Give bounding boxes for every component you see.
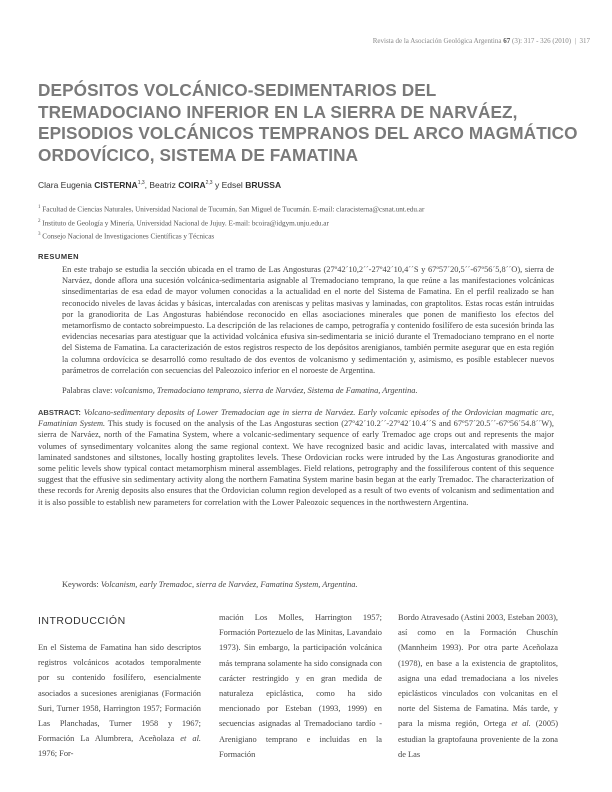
keywords bbox=[62, 580, 562, 589]
author-2: Beatriz COIRA$^{2,3}$ bbox=[149, 180, 213, 190]
author-list: Clara Eugenia CISTERNA$^{1,3}$, Beatriz COIRA$^{2,3}$ y Edsel BRUSSA bbox=[38, 180, 282, 190]
page-number: 317 bbox=[579, 37, 590, 45]
affiliations bbox=[38, 202, 578, 243]
journal-name: Revista de la Asociación Geológica Argentina bbox=[372, 37, 502, 45]
body-column-3: Bordo Atravesado (Astini 2003, Esteban 2003), así como en la Formación Chuschín (Mannheim 1993). Por otra parte Aceñolaza (1978), en base a la existencia de graptolitos, asigna una edad tremadociana a los niveles epiclásticos vinculados con volcanitas en el norte del Sistema de Famatina. Más tarde, y para la misma región, Ortega et al. (2005) estudian la graptofauna proveniente de la zona de Las bbox=[398, 613, 559, 759]
affiliation-1: $^1$ Facultad de Ciencias Naturales, Universidad Nacional de Tucumán, San Miguel de Tucumán. E-mail: claracisterna@csnat.unt.edu.ar bbox=[38, 205, 425, 214]
abstract-label: ABSTRACT: bbox=[38, 408, 81, 417]
palabras-clave bbox=[62, 386, 562, 395]
keywords-label: Keywords: bbox=[62, 580, 99, 589]
body-column-1: En el Sistema de Famatina han sido descriptos registros volcánicos acotados temporalmente por su contenido fosilífero, esencialmente asociados a sucesiones arenigianas (Formación Suri, Turner 1958, Harrington 1957; Formación Las Planchadas, Turner 1958 y 1967; Formación La Alumbrera, Aceñolaza et al. 1976; For- bbox=[38, 643, 202, 759]
resumen-text: En este trabajo se estudia la sección ubicada en el tramo de Las Angosturas (27º42´10,2´´-27º42´10,4´´S y 67º57´20,5´´-67º56´5,8´´O), sierra de Narváez, donde aflora una sucesión volcánica-sedimentaria asignable al Tremadociano temprano, la que reúne a las manifestaciones volcánicas sinsedimentarias de esa edad de mayor volumen conocidas a la actualidad en el norte del Sistema de Famatina. En el perfil realizado se han reconocido niveles de lavas ácidas y básicas, intercaladas con areniscas y pelitas masivas y laminadas, con graptolitos. Estas rocas están intruidas por la granodiorita de Las Angosturas habiéndose reconocido en ellas asociaciones minerales que ponen de manifiesto los efectos del metamorfismo de contacto sobreimpuesto. La descripción de las relaciones de campo, petrografía y contenido fosilífero de esta sucesión brinda las evidencias necesarias para atestiguar que la actividad volcánica efusiva sin-sedimentaria se inició durante el Tremadociano temprano en el norte del Sistema de Famatina. La caracterización de estos registros respecto de los depósitos arenigianos, también permite asegurar que en esta región la columna ordovícica se desarrolló como resultado de dos eventos de volcanismo y sedimentación y, asimismo, es posible establecer nuevos parámetros de correlación con secuencias del Paleozoico inferior en el noroeste de Argentina. bbox=[62, 265, 554, 375]
abstract-text: This study is focused on the analysis of the Las Angosturas section (27º42´10.2´´-27º42´10.4´´S and 67º57´20.5´´-67º56´54.8´´W), sierra de Narváez, north of the Famatina System, where a volcanic-sedimentary sequence of early Tremadoc age crops out and represents the major volumes of synsedimentary volcanites along the same regional context. We have recognized basic and acidic lavas, intercalated with massive and laminated sandstones and siltstones, locally hosting graptolites levels. These Ordovician rocks were intruded by the Las Angosturas granodiorite and some pelitic levels show typical contact metamorphism mineral assemblages. Field relations, petrography and the fossiliferous content of this sequence suggest that the effusive sin sedimentary activity along the northern Famatina System marine basin began at the early Tremadoc. The characterization of these records for Arenig deposits also ensures that the Ordovician column region developed as a result of two events of volcanism and sedimentation and it is also possible to establish new parameters for correlation with the Lower Paleozoic sequences in the northwestern Argentina. bbox=[38, 419, 554, 507]
journal-issue-pages: (3): 317 - 326 (2010) bbox=[511, 37, 572, 45]
author-3: Edsel BRUSSA bbox=[221, 180, 282, 190]
body-column-2: mación Los Molles, Harrington 1957; Formación Portezuelo de las Minitas, Lavandaio 1973). Sin embargo, la participación volcánica más temprana solamente ha sido consignada con carácter restringido y en gran medida de naturaleza epiclástica, como ha sido mencionado por Esteban (1993, 1999) en secuencias asignadas al Tremadociano tardío - Arenigiano temprano e incluidas en la Formación bbox=[219, 613, 382, 759]
journal-volume: 67 bbox=[503, 37, 511, 45]
author-1: Clara Eugenia CISTERNA$^{1,3}$ bbox=[38, 180, 145, 190]
palabras-clave-text: volcanismo, Tremadociano temprano, sierra de Narváez, Sistema de Famatina, Argentina. bbox=[114, 386, 418, 395]
abstract-block bbox=[38, 407, 554, 508]
affiliation-3: $^3$ Consejo Nacional de Investigaciones Científicas y Técnicas bbox=[38, 232, 215, 241]
affiliation-2: $^2$ Instituto de Geología y Minería, Universidad Nacional de Jujuy. E-mail: bcoira@idgym.unju.edu.ar bbox=[38, 218, 329, 227]
running-header: Revista de la Asociación Geológica Argentina 67 (3): 317 - 326 (2010) | 317 bbox=[372, 37, 590, 45]
keywords-text: Volcanism, early Tremadoc, sierra de Narváez, Famatina System, Argentina. bbox=[100, 580, 358, 589]
section-heading-introduccion: INTRODUCCIÓN bbox=[38, 615, 126, 627]
palabras-clave-label: Palabras clave: bbox=[62, 386, 113, 395]
abstract-title: Volcano-sedimentary deposits of Lower Tremadocian age in sierra de Narváez. Early volcanic episodes of the Ordovician magmatic arc, Famatinian System. bbox=[38, 408, 555, 429]
resumen-heading: RESUMEN bbox=[38, 252, 80, 261]
article-title: DEPÓSITOS VOLCÁNICO-SEDIMENTARIOS DEL TREMADOCIANO INFERIOR EN LA SIERRA DE NARVÁEZ, EPISODIOS VOLCÁNICOS TEMPRANOS DEL ARCO MAGMÁTICO ORDOVÍCICO, SISTEMA DE FAMATINA bbox=[38, 80, 578, 165]
